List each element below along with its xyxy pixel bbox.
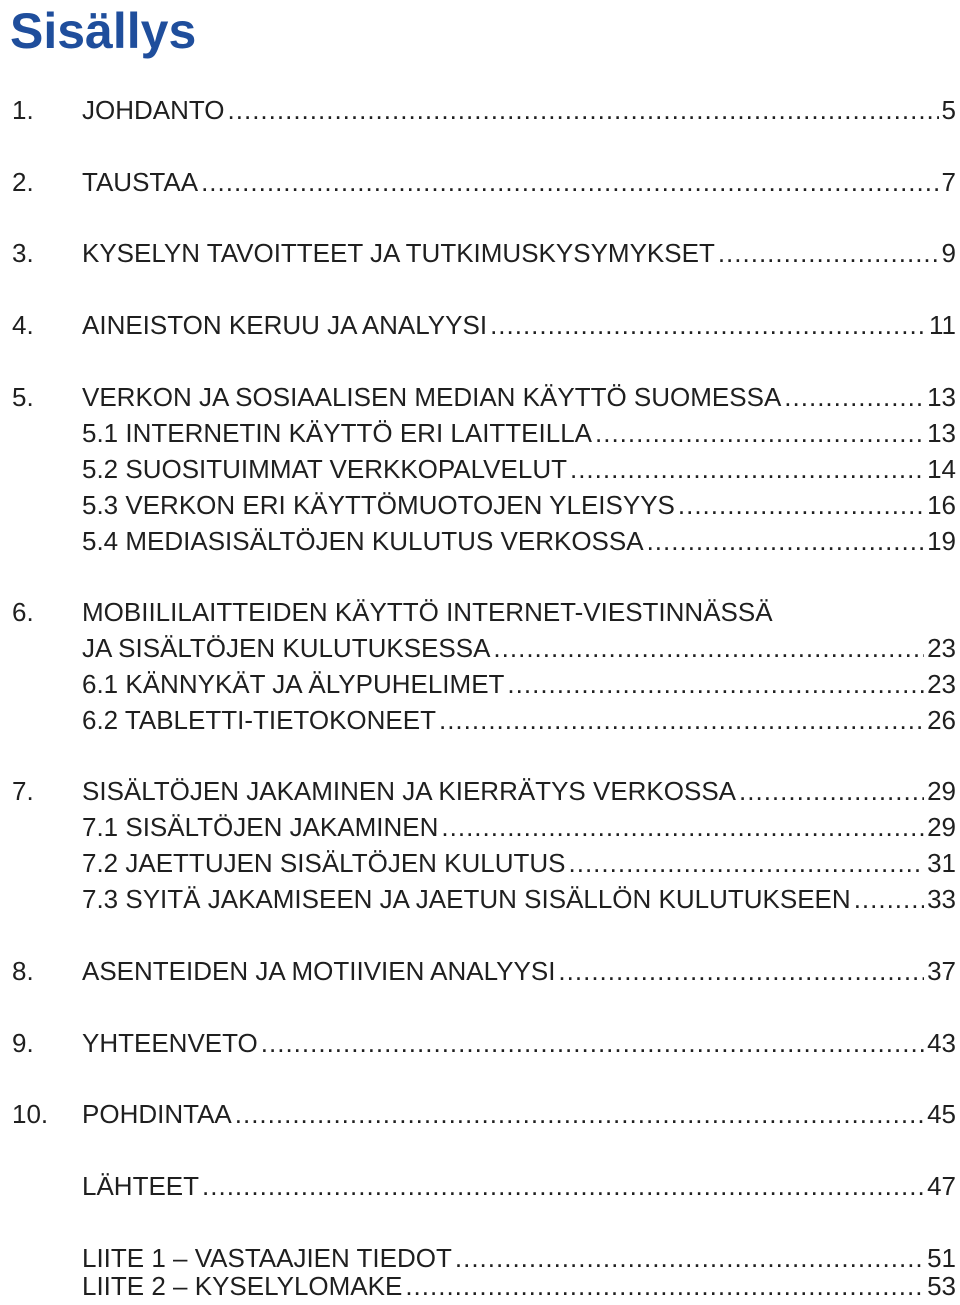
toc-entry-page: 37 [927,956,956,986]
toc-leader-dots [235,1096,924,1132]
toc-entry-label: 5.2 SUOSITUIMMAT VERKKOPALVELUT [82,454,567,484]
toc-entry-label: ASENTEIDEN JA MOTIIVIEN ANALYYSI [82,956,556,986]
toc-entry-label: 5.4 MEDIASISÄLTÖJEN KULUTUS VERKOSSA [82,526,644,556]
toc-entry[interactable] [82,1268,956,1304]
toc-entry[interactable] [12,92,956,128]
toc-entry[interactable] [12,1025,956,1061]
toc-entry-continuation[interactable] [82,630,956,666]
toc-entry-page: 16 [927,490,956,520]
toc-subentry[interactable] [82,451,956,487]
toc-leader-dots [595,415,924,451]
toc-leader-dots [558,953,924,989]
toc-entry-page: 26 [927,705,956,735]
toc-entry-label: 5.3 VERKON ERI KÄYTTÖMUOTOJEN YLEISYYS [82,490,675,520]
toc-entry-label: 6.2 TABLETTI-TIETOKONEET [82,705,436,735]
toc-leader-dots [441,809,924,845]
toc-leader-dots [507,666,924,702]
toc-entry-page: 13 [927,382,956,412]
toc-subentry[interactable] [82,702,956,738]
toc-entry-page: 31 [927,848,956,878]
toc-entry-label: 7.1 SISÄLTÖJEN JAKAMINEN [82,812,439,842]
toc-leader-dots [784,379,924,415]
toc-entry-label: 7.2 JAETTUJEN SISÄLTÖJEN KULUTUS [82,848,566,878]
toc-entry-page: 7 [941,167,956,197]
toc-entry[interactable] [12,773,956,809]
toc-entry-label: VERKON JA SOSIAALISEN MEDIAN KÄYTTÖ SUOMESSA [82,382,782,412]
toc-entry-page: 51 [927,1243,956,1273]
toc-subentry[interactable] [82,881,956,917]
toc-entry-page: 23 [927,633,956,663]
toc-entry-page: 13 [927,418,956,448]
toc-entry-page: 47 [927,1171,956,1201]
toc-entry-label: YHTEENVETO [82,1028,258,1058]
toc-entry[interactable] [12,235,956,271]
toc-entry-page: 5 [941,95,956,125]
toc-leader-dots [405,1268,924,1304]
toc-leader-dots [718,235,939,271]
page-title: Sisällys [10,3,197,59]
toc-entry-page: 19 [927,526,956,556]
toc-subentry[interactable] [82,666,956,702]
toc-entry-page: 29 [927,812,956,842]
toc-entry[interactable] [12,164,956,200]
toc-entry-label: LÄHTEET [82,1171,200,1201]
toc-leader-dots [647,523,925,559]
toc-entry-page: 43 [927,1028,956,1058]
toc-entry[interactable] [82,1168,956,1204]
toc-leader-dots [490,307,926,343]
toc-entry-label: 6.1 KÄNNYKÄT JA ÄLYPUHELIMET [82,669,505,699]
toc-leader-dots [569,845,925,881]
toc-entry-page: 33 [927,884,956,914]
toc-entry[interactable] [12,379,956,415]
toc-entry-page: 23 [927,669,956,699]
toc-leader-dots [570,451,924,487]
toc-leader-dots [201,164,938,200]
toc-entry-page: 45 [927,1099,956,1129]
toc-leader-dots [854,881,924,917]
toc-entry-number: 1. [12,95,34,125]
toc-entry-number: 4. [12,310,34,340]
toc-entry-label: AINEISTON KERUU JA ANALYYSI [82,310,488,340]
toc-entry-number: 9. [12,1028,34,1058]
toc-entry-label: KYSELYN TAVOITTEET JA TUTKIMUSKYSYMYKSET [82,238,715,268]
toc-entry-label: 5.1 INTERNETIN KÄYTTÖ ERI LAITTEILLA [82,418,593,448]
toc-entry-label: 7.3 SYITÄ JAKAMISEEN JA JAETUN SISÄLLÖN KULUTUKSEEN [82,884,851,914]
toc-leader-dots [228,92,939,128]
toc-entry-label: LIITE 1 – VASTAAJIEN TIEDOT [82,1243,452,1273]
toc-entry-label: LIITE 2 – KYSELYLOMAKE [82,1271,403,1301]
toc-leader-dots [678,487,924,523]
toc-subentry[interactable] [82,809,956,845]
toc-entry-page: 53 [927,1271,956,1301]
toc-subentry[interactable] [82,845,956,881]
toc-leader-dots [261,1025,924,1061]
toc-leader-dots [739,773,924,809]
toc-leader-dots [439,702,924,738]
toc-entry-label: TAUSTAA [82,167,199,197]
toc-entry[interactable] [12,953,956,989]
toc-subentry[interactable] [82,415,956,451]
toc-entry-page: 29 [927,776,956,806]
toc-entry-label: MOBIILILAITTEIDEN KÄYTTÖ INTERNET-VIESTINNÄSSÄ [82,597,773,627]
toc-entry-number: 10. [12,1099,49,1129]
toc-entry-number: 6. [12,597,34,627]
toc-leader-dots [493,630,924,666]
toc-entry-page: 9 [941,238,956,268]
toc-entry-number: 5. [12,382,34,412]
toc-entry-label: JOHDANTO [82,95,225,125]
toc-subentry[interactable] [82,487,956,523]
toc-entry-number: 3. [12,238,34,268]
toc-entry-number: 8. [12,956,34,986]
toc-leader-dots [202,1168,924,1204]
toc-entry-label: POHDINTAA [82,1099,232,1129]
toc-entry-label: JA SISÄLTÖJEN KULUTUKSESSA [82,633,491,663]
toc-entry-page: 11 [929,310,956,340]
toc-entry[interactable] [12,1096,956,1132]
toc-entry-label: SISÄLTÖJEN JAKAMINEN JA KIERRÄTYS VERKOSSA [82,776,737,806]
toc-entry-page: 14 [927,454,956,484]
toc-entry[interactable] [12,307,956,343]
toc-entry-number: 7. [12,776,34,806]
toc-entry-number: 2. [12,167,34,197]
toc-entry[interactable] [12,594,956,630]
toc-subentry[interactable] [82,523,956,559]
